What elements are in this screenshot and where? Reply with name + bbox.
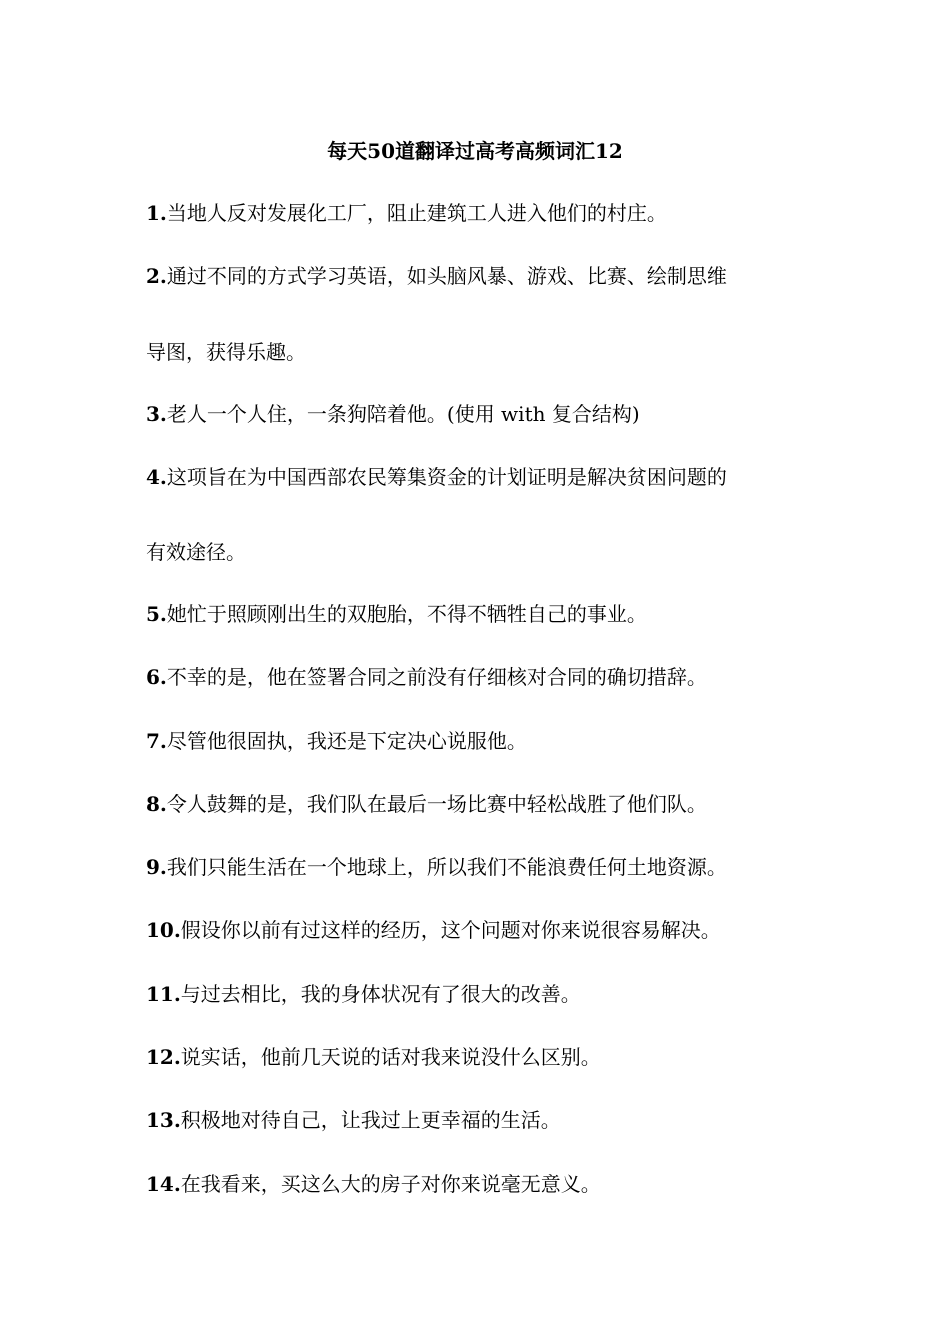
translation-item-2 (146, 261, 806, 291)
item-text: 说实话，他前几天说的话对我来说没什么区别。 (180, 1045, 601, 1069)
item-text: 不幸的是，他在签署合同之前没有仔细核对合同的确切措辞。 (166, 665, 707, 689)
translation-item-3 (146, 399, 806, 429)
item-number: 4. (146, 465, 167, 489)
item-number: 14. (146, 1172, 181, 1196)
translation-item-5 (146, 599, 806, 629)
item-number: 9. (146, 855, 167, 879)
item-text: 通过不同的方式学习英语，如头脑风暴、游戏、比赛、绘制思维 (166, 264, 727, 288)
item-number: 6. (146, 665, 167, 689)
translation-item-4 (146, 462, 806, 492)
item-text: 有效途径。 (146, 540, 246, 564)
translation-item-7 (146, 726, 806, 756)
item-text: 令人鼓舞的是，我们队在最后一场比赛中轻松战胜了他们队。 (166, 792, 707, 816)
item-text: 积极地对待自己，让我过上更幸福的生活。 (180, 1108, 561, 1132)
item-number: 11. (146, 982, 181, 1006)
translation-item-10 (146, 915, 806, 945)
item-number: 3. (146, 402, 167, 426)
translation-item-14 (146, 1169, 806, 1199)
item-number: 8. (146, 792, 167, 816)
item-number: 2. (146, 264, 167, 288)
item-text: 这项旨在为中国西部农民筹集资金的计划证明是解决贫困问题的 (166, 465, 727, 489)
item-text: 导图，获得乐趣。 (146, 340, 306, 364)
item-number: 13. (146, 1108, 181, 1132)
item-text: 在我看来，买这么大的房子对你来说毫无意义。 (180, 1172, 601, 1196)
translation-item-1 (146, 198, 806, 228)
item-number: 5. (146, 602, 167, 626)
item-number: 1. (146, 201, 167, 225)
translation-item-11 (146, 979, 806, 1009)
item-text: 尽管他很固执，我还是下定决心说服他。 (166, 729, 527, 753)
translation-item-4-continuation (146, 537, 806, 567)
item-number: 10. (146, 918, 181, 942)
translation-item-6 (146, 662, 806, 692)
document-title: 每天50道翻译过高考高频词汇12 (327, 139, 623, 163)
translation-item-8 (146, 789, 806, 819)
item-number: 12. (146, 1045, 181, 1069)
item-number: 7. (146, 729, 167, 753)
item-text: 当地人反对发展化工厂，阻止建筑工人进入他们的村庄。 (166, 201, 667, 225)
item-text: 老人一个人住，一条狗陪着他。(使用 with 复合结构) (166, 402, 640, 426)
translation-item-12 (146, 1042, 806, 1072)
item-text: 她忙于照顾刚出生的双胞胎，不得不牺牲自己的事业。 (166, 602, 647, 626)
translation-item-2-continuation (146, 337, 806, 367)
translation-item-13 (146, 1105, 806, 1135)
item-text: 我们只能生活在一个地球上，所以我们不能浪费任何土地资源。 (166, 855, 727, 879)
item-text: 假设你以前有过这样的经历，这个问题对你来说很容易解决。 (180, 918, 721, 942)
item-text: 与过去相比，我的身体状况有了很大的改善。 (180, 982, 581, 1006)
translation-item-9 (146, 852, 806, 882)
